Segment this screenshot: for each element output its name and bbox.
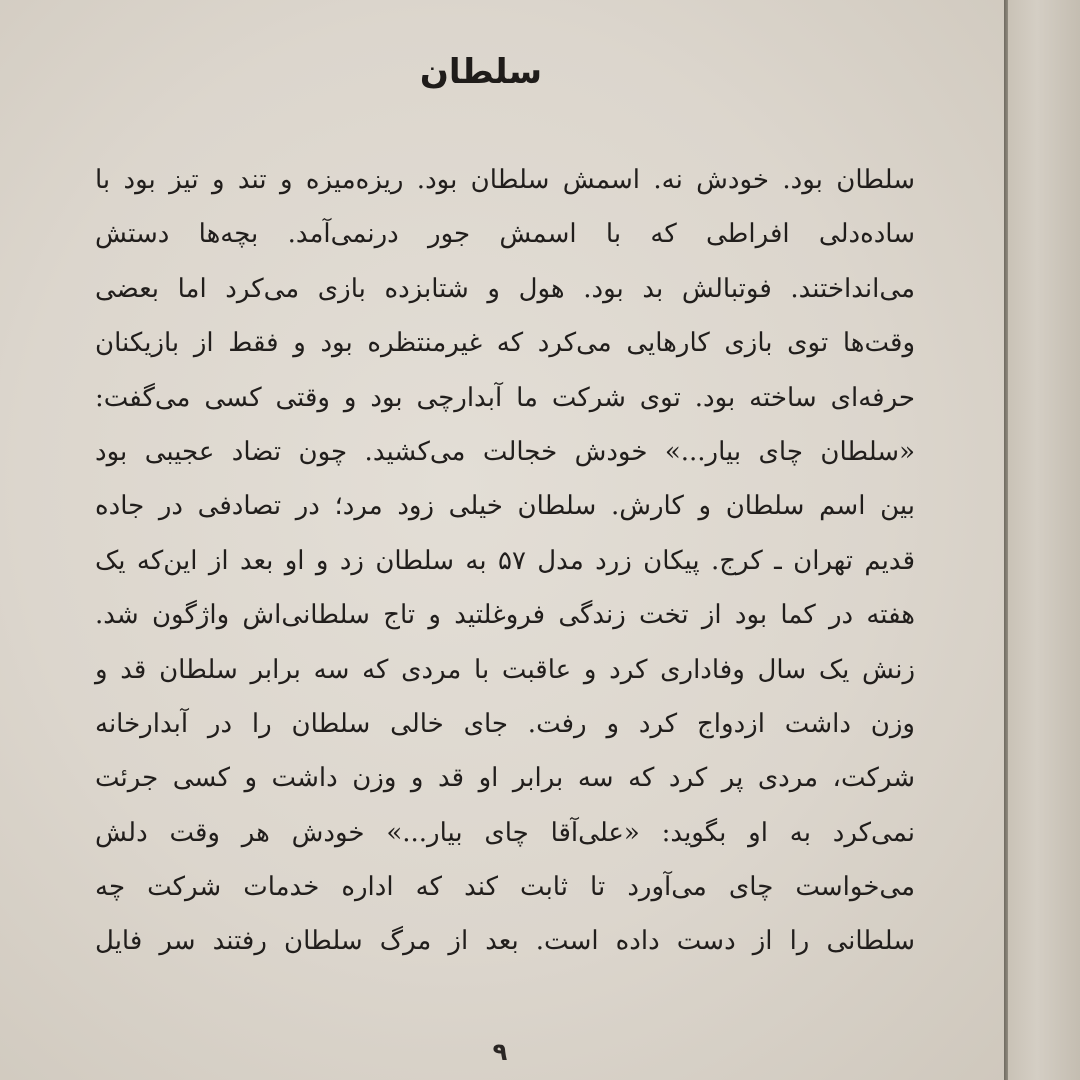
text-line: سلطانی را از دست داده است. بعد از مرگ سلطان رفتند سر فایل	[95, 926, 915, 957]
chapter-title: سلطان	[419, 52, 543, 92]
text-line: هفته در کما بود از تخت زندگی فروغلتید و تاج سلطانی‌اش واژگون شد.	[95, 600, 915, 631]
text-line: ساده‌دلی افراطی که با اسمش جور درنمی‌آمد. بچه‌ها دستش	[95, 219, 915, 250]
page-number: ۹	[492, 1038, 508, 1066]
adjacent-page	[1008, 0, 1080, 1080]
body-text	[95, 153, 915, 969]
text-line: شرکت، مردی پر کرد که سه برابر او قد و وزن داشت و کسی جرئت	[95, 763, 915, 794]
text-line: زنش یک سال وفاداری کرد و عاقبت با مردی که سه برابر سلطان قد و	[95, 654, 915, 685]
text-line: قدیم تهران ـ کرج. پیکان زرد مدل ۵۷ به سلطان زد و او بعد از این‌که یک	[95, 545, 915, 576]
text-line: وزن داشت ازدواج کرد و رفت. جای خالی سلطان را در آبدارخانه	[95, 708, 915, 739]
text-line: می‌انداختند. فوتبالش بد بود. هول و شتابزده بازی می‌کرد اما بعضی	[95, 273, 915, 304]
text-line: «سلطان چای بیار...» خودش خجالت می‌کشید. چون تضاد عجیبی بود	[95, 436, 915, 467]
text-line: نمی‌کرد به او بگوید: «علی‌آقا چای بیار...» خودش هر وقت دلش	[95, 817, 915, 848]
text-line: حرفه‌ای ساخته بود. توی شرکت ما آبدارچی بود و وقتی کسی می‌گفت:	[95, 382, 915, 413]
text-line: می‌خواست چای می‌آورد تا ثابت کند که اداره خدمات شرکت چه	[95, 872, 915, 903]
text-line: وقت‌ها توی بازی کارهایی می‌کرد که غیرمنتظره بود و فقط از بازیکنان	[95, 328, 915, 359]
text-line: بین اسم سلطان و کارش. سلطان خیلی زود مرد؛ در تصادفی در جاده	[95, 491, 915, 522]
text-line: سلطان بود. خودش نه. اسمش سلطان بود. ریزه‌میزه و تند و تیز بود با	[95, 165, 915, 195]
